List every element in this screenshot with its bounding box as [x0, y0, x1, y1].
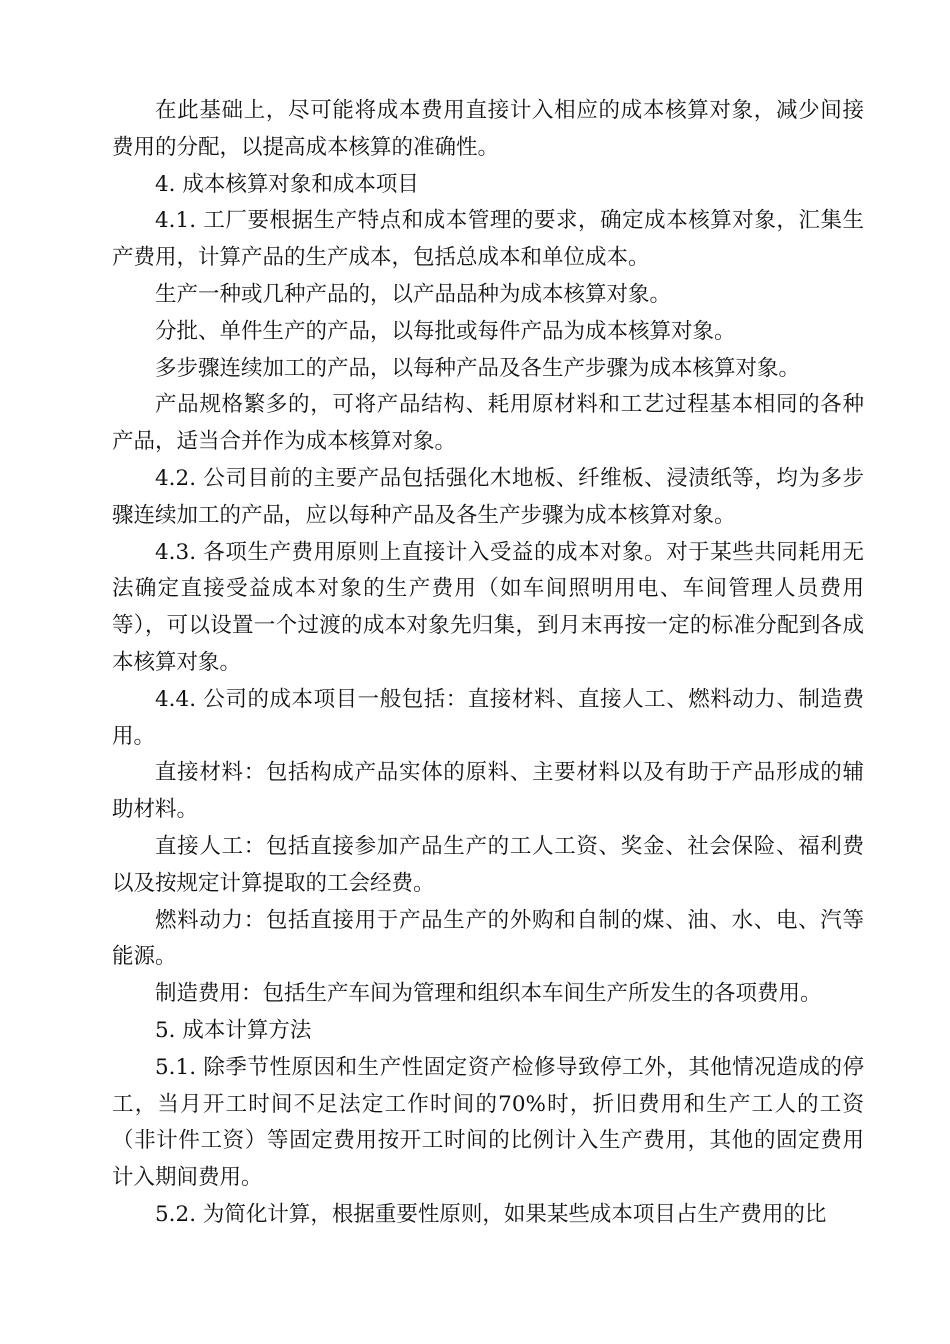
paragraph: 燃料动力：包括直接用于产品生产的外购和自制的煤、油、水、电、汽等能源。 [112, 907, 864, 970]
paragraph: 4.3. 各项生产费用原则上直接计入受益的成本对象。对于某些共同耗用无法确定直接受益成本对象的生产费用（如车间照明用电、车间管理人员费用等），可以设置一个过渡的成本对象先归集，到月末再按一定的标准分配到各成本核算对象。 [112, 539, 864, 675]
section-heading: 4. 成本核算对象和成本项目 [155, 171, 419, 197]
paragraph: 多步骤连续加工的产品，以每种产品及各生产步骤为成本核算对象。 [155, 355, 801, 381]
section-heading: 5. 成本计算方法 [155, 1017, 312, 1043]
paragraph: 制造费用：包括生产车间为管理和组织本车间生产所发生的各项费用。 [155, 981, 822, 1007]
paragraph: 4.1. 工厂要根据生产特点和成本管理的要求，确定成本核算对象，汇集生产费用，计算产品的生产成本，包括总成本和单位成本。 [112, 208, 864, 271]
paragraph: 在此基础上，尽可能将成本费用直接计入相应的成本核算对象，减少间接费用的分配，以提高成本核算的准确性。 [112, 98, 864, 160]
paragraph: 4.2. 公司目前的主要产品包括强化木地板、纤维板、浸渍纸等，均为多步骤连续加工的产品，应以每种产品及各生产步骤为成本核算对象。 [112, 465, 864, 528]
paragraph: 5.1. 除季节性原因和生产性固定资产检修导致停工外，其他情况造成的停工，当月开工时间不足法定工作时间的70%时，折旧费用和生产工人的工资（非计件工资）等固定费用按开工时间的比例计入生产费用，其他的固定费用计入期间费用。 [112, 1054, 864, 1191]
paragraph: 5.2. 为简化计算，根据重要性原则，如果某些成本项目占生产费用的比 [155, 1201, 827, 1227]
paragraph: 生产一种或几种产品的，以产品品种为成本核算对象。 [155, 281, 672, 307]
paragraph: 分批、单件生产的产品，以每批或每件产品为成本核算对象。 [155, 318, 736, 344]
paragraph: 4.4. 公司的成本项目一般包括：直接材料、直接人工、燃料动力、制造费用。 [112, 686, 864, 749]
document-body [112, 93, 864, 1234]
paragraph: 直接人工：包括直接参加产品生产的工人工资、奖金、社会保险、福利费以及按规定计算提取的工会经费。 [112, 833, 864, 896]
paragraph: 直接材料：包括构成产品实体的原料、主要材料以及有助于产品形成的辅助材料。 [112, 760, 864, 823]
paragraph: 产品规格繁多的，可将产品结构、耗用原材料和工艺过程基本相同的各种产品，适当合并作为成本核算对象。 [112, 392, 864, 455]
